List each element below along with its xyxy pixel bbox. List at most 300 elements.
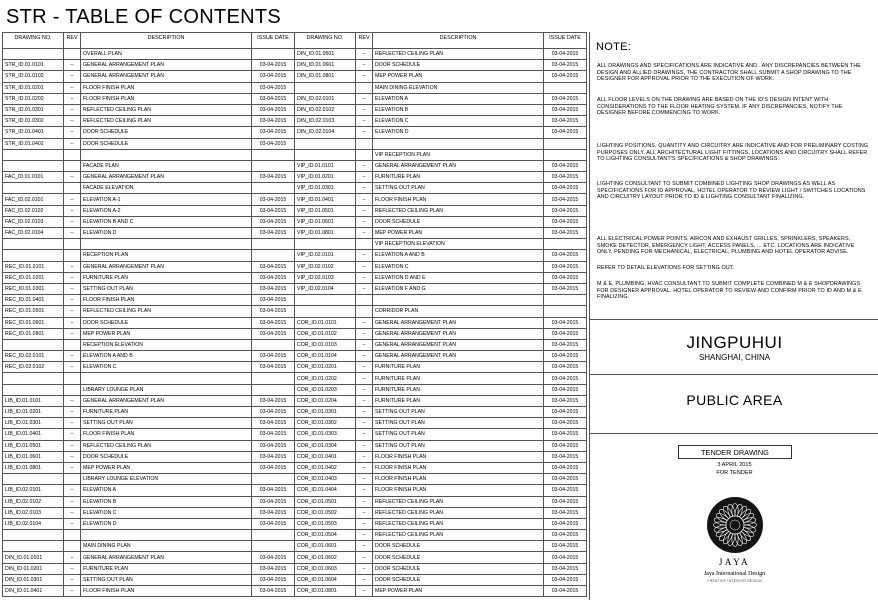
drawing-number-cell: COR_ID.01.0102 [295, 328, 356, 339]
description-cell: MEP POWER PLAN [373, 71, 544, 82]
revision-cell: – [64, 395, 81, 406]
revision-cell: – [356, 93, 373, 104]
issue-date-cell [544, 149, 587, 160]
drawing-number-cell: REC_ID.01.0201 [3, 272, 64, 283]
drawing-number-cell: COR_ID.01.0204 [295, 395, 356, 406]
table-row [295, 49, 587, 60]
description-cell: VIP RECEPTION PLAN [373, 149, 544, 160]
issue-date-cell: 03-04-2015 [252, 71, 295, 82]
issue-date-cell [252, 49, 295, 60]
issue-date-cell [252, 530, 295, 541]
description-cell: GENERAL ARRANGEMENT PLAN [373, 160, 544, 171]
description-cell: FURNITURE PLAN [81, 563, 252, 574]
table-row [3, 384, 295, 395]
revision-cell: – [64, 418, 81, 429]
drawing-number-cell: VIP_ID.01.0401 [295, 194, 356, 205]
drawing-number-cell: COR_ID.01.0503 [295, 518, 356, 529]
issue-date-cell: 03-04-2015 [544, 496, 587, 507]
revision-cell: – [356, 250, 373, 261]
drawing-number-cell: DIN_ID.02.0102 [295, 104, 356, 115]
table-row [3, 250, 295, 261]
issue-date-cell: 03-04-2015 [544, 93, 587, 104]
description-cell: REFLECTED CEILING PLAN [81, 440, 252, 451]
issue-date-cell: 03-04-2015 [544, 407, 587, 418]
drawing-number-cell [3, 49, 64, 60]
drawing-number-cell: COR_ID.01.0403 [295, 474, 356, 485]
drawing-number-cell: COR_ID.01.0402 [295, 462, 356, 473]
drawing-number-cell: COR_ID.01.0603 [295, 563, 356, 574]
issue-date-cell: 03-04-2015 [544, 418, 587, 429]
drawing-number-cell: DIN_ID.01.0401 [3, 586, 64, 597]
description-cell: MEP POWER PLAN [373, 586, 544, 597]
revision-cell: – [64, 104, 81, 115]
table-header-row [3, 33, 295, 49]
table-row [295, 496, 587, 507]
table-row [3, 451, 295, 462]
table-row [295, 418, 587, 429]
col-issue-date: ISSUE DATE [252, 33, 295, 49]
revision-cell: – [356, 49, 373, 60]
description-cell [81, 239, 252, 250]
table-row [295, 317, 587, 328]
issue-date-cell: 03-04-2015 [252, 205, 295, 216]
issue-date-cell: 03-04-2015 [252, 407, 295, 418]
issue-date-cell: 03-04-2015 [252, 306, 295, 317]
issue-date-cell: 03-04-2015 [252, 228, 295, 239]
description-cell: DOOR SCHEDULE [373, 216, 544, 227]
drawing-number-cell: LIB_ID.01.0801 [3, 462, 64, 473]
table-row [3, 149, 295, 160]
table-row [295, 530, 587, 541]
revision-cell: – [356, 395, 373, 406]
table-row [295, 138, 587, 149]
issue-date-cell [252, 239, 295, 250]
description-cell: REFLECTED CEILING PLAN [373, 530, 544, 541]
drawing-number-cell: COR_ID.01.0101 [295, 317, 356, 328]
issue-date-cell: 03-04-2015 [544, 552, 587, 563]
description-cell: RECEPTION PLAN [81, 250, 252, 261]
description-cell: ELEVATION D [373, 127, 544, 138]
description-cell: FLOOR FINISH PLAN [373, 474, 544, 485]
drawing-number-cell: COR_ID.01.0103 [295, 339, 356, 350]
drawing-number-cell [3, 474, 64, 485]
drawing-list-left [2, 32, 295, 597]
description-cell: ELEVATION B AND C [81, 216, 252, 227]
revision-cell: – [356, 160, 373, 171]
notes-heading: NOTE: [596, 41, 632, 53]
divider [590, 433, 878, 434]
description-cell: ELEVATION B [373, 104, 544, 115]
drawing-number-cell: LIB_ID.01.0201 [3, 407, 64, 418]
revision-cell: – [356, 172, 373, 183]
sunflower-seal-icon [705, 495, 765, 555]
table-row [295, 183, 587, 194]
description-cell: MAIN DINING PLAN [81, 541, 252, 552]
description-cell: ELEVATION A [373, 93, 544, 104]
revision-cell: – [356, 127, 373, 138]
drawing-number-cell: DIN_ID.01.0101 [3, 552, 64, 563]
issue-date-cell: 03-04-2015 [252, 172, 295, 183]
issue-date-cell: 03-04-2015 [544, 339, 587, 350]
description-cell: DOOR SCHEDULE [373, 563, 544, 574]
revision-cell: – [64, 283, 81, 294]
tender-drawing-label: TENDER DRAWING [678, 445, 792, 459]
drawing-number-cell: REC_ID.02.0101 [3, 351, 64, 362]
table-row [295, 552, 587, 563]
description-cell: SETTING OUT PLAN [81, 574, 252, 585]
area-title: PUBLIC AREA [686, 392, 783, 408]
table-row [3, 395, 295, 406]
description-cell [81, 373, 252, 384]
description-cell: DOOR SCHEDULE [373, 552, 544, 563]
table-row [295, 116, 587, 127]
issue-date-cell: 03-04-2015 [544, 384, 587, 395]
drawing-number-cell: VIP_ID.01.0501 [295, 205, 356, 216]
table-row [295, 474, 587, 485]
issue-date-cell: 03-04-2015 [544, 574, 587, 585]
table-row [295, 574, 587, 585]
issue-date-cell: 03-04-2015 [252, 507, 295, 518]
table-row [3, 272, 295, 283]
tender-purpose: FOR TENDER [716, 470, 753, 476]
description-cell: GENERAL ARRANGEMENT PLAN [373, 317, 544, 328]
drawing-number-cell: FAC_ID.02.0101 [3, 194, 64, 205]
description-cell: DOOR SCHEDULE [81, 451, 252, 462]
drawing-number-cell [295, 138, 356, 149]
table-row [3, 339, 295, 350]
issue-date-cell: 03-04-2015 [252, 60, 295, 71]
table-row [3, 351, 295, 362]
issue-date-cell: 03-04-2015 [544, 395, 587, 406]
issue-date-cell: 03-04-2015 [544, 216, 587, 227]
drawing-number-cell: VIP_ID.02.0104 [295, 283, 356, 294]
description-cell: FLOOR FINISH PLAN [373, 451, 544, 462]
description-cell: CORRIDOR PLAN [373, 306, 544, 317]
revision-cell: – [64, 295, 81, 306]
description-cell: LIBRARY LOUNGE PLAN [81, 384, 252, 395]
revision-cell: – [356, 194, 373, 205]
issue-date-cell: 03-04-2015 [252, 485, 295, 496]
description-cell: FURNITURE PLAN [81, 407, 252, 418]
description-cell: FACADE PLAN [81, 160, 252, 171]
revision-cell: – [356, 586, 373, 597]
drawing-number-cell [3, 250, 64, 261]
drawing-number-cell: LIB_ID.01.0501 [3, 440, 64, 451]
drawing-number-cell: LIB_ID.02.0103 [3, 507, 64, 518]
drawing-number-cell [3, 373, 64, 384]
description-cell: RECEPTION ELEVATION [81, 339, 252, 350]
description-cell: VIP RECEPTION ELEVATION [373, 239, 544, 250]
table-row [295, 507, 587, 518]
table-row [295, 172, 587, 183]
table-row [295, 272, 587, 283]
revision-cell: – [64, 586, 81, 597]
issue-date-cell [544, 82, 587, 93]
issue-date-cell: 03-04-2015 [544, 440, 587, 451]
title-block-panel [589, 32, 878, 600]
table-row [295, 160, 587, 171]
drawing-number-cell [3, 541, 64, 552]
issue-date-cell: 03-04-2015 [544, 104, 587, 115]
drawing-number-cell: DIN_ID.01.0801 [295, 71, 356, 82]
table-row [3, 317, 295, 328]
description-cell: DOOR SCHEDULE [81, 127, 252, 138]
revision-cell: – [356, 373, 373, 384]
description-cell: ELEVATION A [81, 485, 252, 496]
revision-cell: – [64, 82, 81, 93]
revision-cell: – [64, 138, 81, 149]
table-row [3, 429, 295, 440]
revision-cell: – [356, 283, 373, 294]
issue-date-cell: 03-04-2015 [544, 160, 587, 171]
table-row [3, 574, 295, 585]
description-cell: REFLECTED CEILING PLAN [81, 306, 252, 317]
drawing-number-cell: COR_ID.01.0602 [295, 552, 356, 563]
logo-company: Jaya International Design [703, 571, 766, 577]
revision-cell [64, 160, 81, 171]
issue-date-cell: 03-04-2015 [544, 462, 587, 473]
drawing-number-cell: STR_ID.01.0201 [3, 82, 64, 93]
description-cell: GENERAL ARRANGEMENT PLAN [373, 339, 544, 350]
description-cell: REFLECTED CEILING PLAN [81, 104, 252, 115]
issue-date-cell: 03-04-2015 [252, 283, 295, 294]
revision-cell: – [64, 407, 81, 418]
drawing-number-cell: VIP_ID.02.0101 [295, 250, 356, 261]
project-location: SHANGHAI, CHINA [698, 353, 771, 362]
drawing-number-cell: REC_ID.02.0102 [3, 362, 64, 373]
description-cell: FLOOR FINISH PLAN [81, 429, 252, 440]
description-cell: ELEVATION C [373, 116, 544, 127]
note-7: M & E, PLUMBING, HVAC CONSULTANT TO SUBMIT COMPLETE COMBINED M & E SHOPDRAWINGS FOR DESIGNER APPROVAL. HOTEL OPERATOR TO REVIEW AND CONFIRM PRIOR TO ID AND M & E FINALIZING. [597, 281, 862, 301]
description-cell: ELEVATION A AND B [81, 351, 252, 362]
table-row [295, 563, 587, 574]
drawing-number-cell: FAC_ID.02.0102 [3, 205, 64, 216]
description-cell: ELEVATION A-1 [81, 194, 252, 205]
issue-date-cell: 03-04-2015 [252, 194, 295, 205]
description-cell: ELEVATION F AND G [373, 283, 544, 294]
description-cell: ELEVATION D [81, 518, 252, 529]
issue-date-cell: 03-04-2015 [252, 552, 295, 563]
revision-cell: – [356, 429, 373, 440]
revision-cell: – [64, 205, 81, 216]
col-drawing-no: DRAWING NO. [295, 33, 356, 49]
description-cell: REFLECTED CEILING PLAN [373, 507, 544, 518]
issue-date-cell: 03-04-2015 [544, 317, 587, 328]
drawing-list-right [294, 32, 587, 597]
issue-date-cell: 03-04-2015 [544, 373, 587, 384]
revision-cell: – [356, 474, 373, 485]
issue-date-cell: 03-04-2015 [252, 574, 295, 585]
revision-cell: – [64, 496, 81, 507]
drawing-number-cell: REC_ID.01.0601 [3, 317, 64, 328]
revision-cell: – [64, 93, 81, 104]
revision-cell: – [64, 328, 81, 339]
note-2: ALL FLOOR LEVELS ON THE DRAWING ARE BASED ON THE ID'S DESIGN INTENT WITH CONSIDERATIONS TO THE FLOOR HEATING SYSTEM. IF ANY DISCREPANCIES, NOTIFY THE DESIGNER BEFORE COMMENCING TO WORK. [597, 97, 843, 117]
table-row [295, 462, 587, 473]
table-row [295, 451, 587, 462]
revision-cell [64, 149, 81, 160]
description-cell [81, 149, 252, 160]
revision-cell [64, 373, 81, 384]
table-row [3, 216, 295, 227]
issue-date-cell: 03-04-2015 [252, 317, 295, 328]
drawing-number-cell: DIN_ID.01.0301 [3, 574, 64, 585]
table-row [295, 71, 587, 82]
table-row [295, 586, 587, 597]
table-row [3, 373, 295, 384]
description-cell: GENERAL ARRANGEMENT PLAN [81, 395, 252, 406]
revision-cell: – [64, 261, 81, 272]
drawing-number-cell: COR_ID.01.0304 [295, 440, 356, 451]
table-row [3, 127, 295, 138]
revision-cell: – [64, 440, 81, 451]
revision-cell: – [356, 228, 373, 239]
revision-cell [64, 541, 81, 552]
table-row [3, 496, 295, 507]
issue-date-cell: 03-04-2015 [252, 395, 295, 406]
table-row [295, 373, 587, 384]
revision-cell: – [356, 362, 373, 373]
revision-cell: – [64, 429, 81, 440]
table-row [3, 183, 295, 194]
drawing-number-cell: LIB_ID.01.0401 [3, 429, 64, 440]
drawing-number-cell: LIB_ID.01.0101 [3, 395, 64, 406]
table-row [3, 60, 295, 71]
table-row [3, 71, 295, 82]
drawing-number-cell: FAC_ID.01.0101 [3, 172, 64, 183]
revision-cell: – [356, 418, 373, 429]
description-cell: DOOR SCHEDULE [81, 138, 252, 149]
revision-cell [356, 82, 373, 93]
drawing-number-cell: COR_ID.01.0502 [295, 507, 356, 518]
issue-date-cell: 03-04-2015 [544, 194, 587, 205]
revision-cell: – [64, 574, 81, 585]
description-cell: MAIN DINING ELEVATION [373, 82, 544, 93]
drawing-number-cell: COR_ID.01.0104 [295, 351, 356, 362]
drawing-number-cell: LIB_ID.02.0102 [3, 496, 64, 507]
issue-date-cell: 03-04-2015 [544, 283, 587, 294]
revision-cell: – [64, 306, 81, 317]
drawing-number-cell: VIP_ID.01.0201 [295, 172, 356, 183]
description-cell: ELEVATION C [373, 261, 544, 272]
issue-date-cell [252, 160, 295, 171]
issue-date-cell: 03-04-2015 [544, 49, 587, 60]
issue-date-cell: 03-04-2015 [252, 362, 295, 373]
table-row [3, 283, 295, 294]
issue-date-cell: 03-04-2015 [544, 60, 587, 71]
revision-cell [64, 339, 81, 350]
drawing-number-cell: STR_ID.01.0401 [3, 127, 64, 138]
issue-date-cell: 03-04-2015 [544, 530, 587, 541]
drawing-number-cell: COR_ID.01.0501 [295, 496, 356, 507]
table-row [295, 328, 587, 339]
table-row [295, 306, 587, 317]
issue-date-cell [252, 183, 295, 194]
revision-cell: – [356, 351, 373, 362]
revision-cell: – [356, 462, 373, 473]
description-cell: REFLECTED CEILING PLAN [373, 49, 544, 60]
col-rev: REV [64, 33, 81, 49]
issue-date-cell: 03-04-2015 [252, 116, 295, 127]
description-cell: GENERAL ARRANGEMENT PLAN [373, 351, 544, 362]
project-name: JINGPUHUI [686, 333, 783, 352]
drawing-number-cell: FAC_ID.02.0104 [3, 228, 64, 239]
revision-cell: – [356, 104, 373, 115]
description-cell [373, 138, 544, 149]
revision-cell [356, 138, 373, 149]
description-cell: GENERAL ARRANGEMENT PLAN [81, 60, 252, 71]
issue-date-cell: 03-04-2015 [544, 205, 587, 216]
table-row [3, 93, 295, 104]
col-description: DESCRIPTION [373, 33, 544, 49]
description-cell: FLOOR FINISH PLAN [373, 462, 544, 473]
description-cell: ELEVATION A AND B [373, 250, 544, 261]
issue-date-cell: 03-04-2015 [252, 127, 295, 138]
drawing-number-cell: COR_ID.01.0801 [295, 586, 356, 597]
issue-date-cell: 03-04-2015 [252, 104, 295, 115]
description-cell: FLOOR FINISH PLAN [81, 93, 252, 104]
table-row [3, 239, 295, 250]
issue-date-cell: 03-04-2015 [252, 586, 295, 597]
table-row [295, 351, 587, 362]
drawing-number-cell: STR_ID.01.0301 [3, 104, 64, 115]
table-row [3, 362, 295, 373]
description-cell: DOOR SCHEDULE [373, 574, 544, 585]
table-row [3, 530, 295, 541]
divider [590, 319, 878, 320]
issue-date-cell: 03-04-2015 [252, 496, 295, 507]
issue-date-cell: 03-04-2015 [544, 183, 587, 194]
description-cell: SETTING OUT PLAN [373, 183, 544, 194]
revision-cell: – [356, 116, 373, 127]
description-cell: GENERAL ARRANGEMENT PLAN [373, 328, 544, 339]
description-cell [373, 295, 544, 306]
table-row [295, 93, 587, 104]
description-cell: SETTING OUT PLAN [373, 418, 544, 429]
issue-date-cell: 03-04-2015 [252, 429, 295, 440]
issue-date-cell [252, 149, 295, 160]
drawing-number-cell [3, 149, 64, 160]
description-cell: GENERAL ARRANGEMENT PLAN [81, 172, 252, 183]
table-row [295, 395, 587, 406]
issue-date-cell: 03-04-2015 [544, 228, 587, 239]
issue-date-cell [252, 541, 295, 552]
issue-date-cell: 03-04-2015 [252, 440, 295, 451]
col-rev: REV [356, 33, 373, 49]
issue-date-cell: 03-04-2015 [252, 418, 295, 429]
issue-date-cell [252, 250, 295, 261]
description-cell: FLOOR FINISH PLAN [81, 82, 252, 93]
revision-cell: – [356, 407, 373, 418]
table-row [295, 518, 587, 529]
description-cell: SETTING OUT PLAN [373, 440, 544, 451]
note-1: ALL DRAWINGS AND SPECIFICATIONS ARE INDICATIVE AND . ANY DISCREPANCIES BETWEEN THE DESIGN AND ALLIED DRAWINGS, THE CONTRACTOR SHALL SUBMIT A SHOP DRAWING TO THE DESIGNER FOR APPROVAL PRIOR TO THE EXECUTION OF WORK. [597, 63, 862, 83]
drawing-number-cell: DIN_ID.01.0501 [295, 49, 356, 60]
divider [590, 374, 878, 375]
table-row [295, 384, 587, 395]
table-row [295, 250, 587, 261]
revision-cell: – [356, 574, 373, 585]
revision-cell: – [356, 563, 373, 574]
sheet-title: STR - TABLE OF CONTENTS [6, 6, 282, 28]
logo-name: JAYA [718, 557, 751, 567]
description-cell: SETTING OUT PLAN [373, 407, 544, 418]
revision-cell: – [64, 228, 81, 239]
table-row [295, 429, 587, 440]
issue-date-cell: 03-04-2015 [544, 328, 587, 339]
revision-cell: – [356, 440, 373, 451]
issue-date-cell: 03-04-2015 [252, 261, 295, 272]
